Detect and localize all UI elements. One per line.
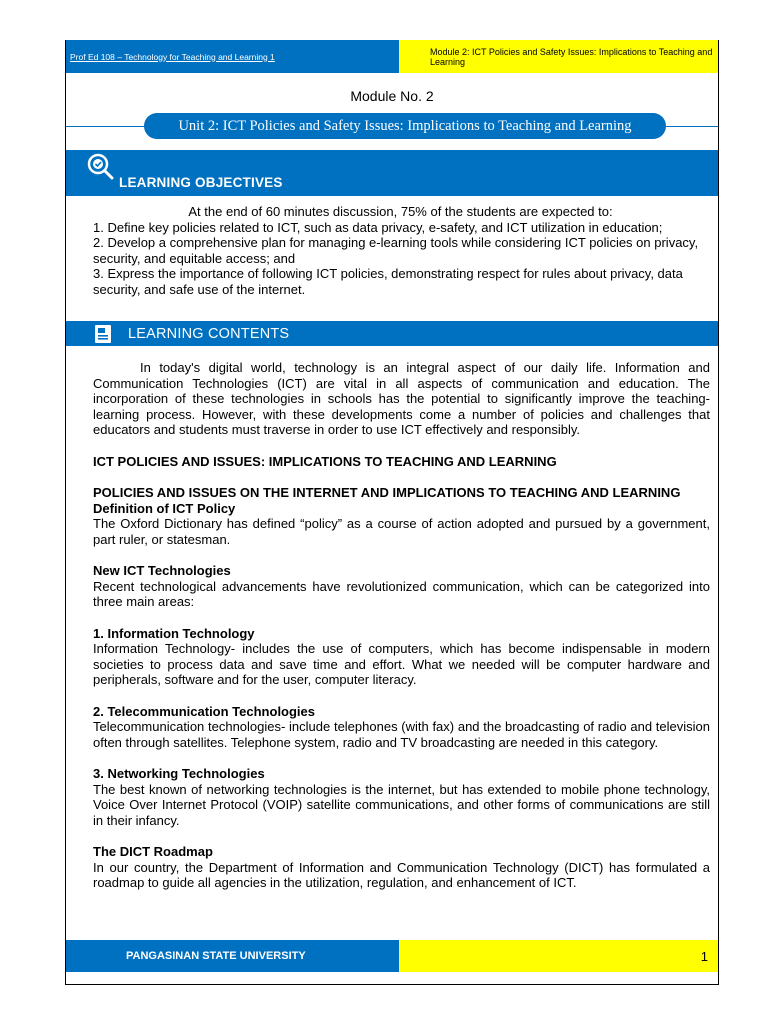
document-icon (93, 324, 113, 349)
new-tech-title: New ICT Technologies (93, 563, 231, 578)
learning-objectives-heading: LEARNING OBJECTIVES (119, 175, 283, 190)
telecom-title: 2. Telecommunication Technologies (93, 703, 316, 719)
document-page (65, 40, 719, 985)
contents-section (93, 360, 710, 891)
section-subheading: POLICIES AND ISSUES ON THE INTERNET AND IMPLICATIONS TO TEACHING AND LEARNING (93, 485, 681, 500)
learning-objectives-banner (66, 150, 718, 196)
page-number: 1 (399, 940, 718, 972)
header-left (66, 40, 399, 73)
networking-title: 3. Networking Technologies (93, 766, 265, 781)
header-module-title: Module 2: ICT Policies and Safety Issues: Implications to Teaching and Learning (399, 40, 718, 73)
dict-text: In our country, the Department of Information and Communication Technology (DICT) has formulated a roadmap to guide all agencies in the utilization, regulation, and enhancement of ICT. (93, 859, 710, 890)
def-text: The Oxford Dictionary has defined “policy” as a course of action adopted and pursued by a government, part ruler, or statesman. (93, 516, 710, 547)
search-check-icon (86, 152, 118, 189)
it-title: 1. Information Technology (93, 625, 255, 641)
networking-text: The best known of networking technologies is the internet, but has extended to mobile phone technology, Voice Over Internet Protocol (VOIP) satellite communications, and other forms of communications are still in their infancy. (93, 781, 710, 828)
unit-title: Unit 2: ICT Policies and Safety Issues: Implications to Teaching and Learning (144, 113, 666, 139)
page-footer (66, 940, 718, 972)
module-number: Module No. 2 (350, 88, 434, 104)
telecom-text: Telecommunication technologies- include telephones (with fax) and the broadcasting of radio and television often through satellites. Telephone system, radio and TV broadcasting are needed in this category. (93, 719, 710, 750)
objectives-intro: At the end of 60 minutes discussion, 75% of the students are expected to: (188, 204, 613, 219)
learning-contents-banner (66, 321, 718, 346)
objective-item: 1. Define key policies related to ICT, such as data privacy, e-safety, and ICT utilization in education; (93, 219, 663, 235)
learning-contents-heading: LEARNING CONTENTS (128, 326, 290, 342)
intro-paragraph: In today's digital world, technology is an integral aspect of our daily life. Information and Communication Technologies (ICT) are vital in all aspects of communication and education. The incorporation of these technologies in schools has the potential to significantly improve the teaching-learning process. However, with these developments come a number of policies and challenges that educators and students must traverse in order to use ICT effectively and responsibly. (93, 360, 710, 437)
def-title: Definition of ICT Policy (93, 500, 236, 516)
dict-title: The DICT Roadmap (93, 844, 213, 859)
course-link[interactable]: Prof Ed 108 – Technology for Teaching and Learning 1 (70, 51, 275, 62)
objectives-section (93, 204, 708, 297)
objective-item: 2. Develop a comprehensive plan for managing e-learning tools while considering ICT policies on privacy, security, and equitable access; and (93, 235, 699, 266)
section-heading: ICT POLICIES AND ISSUES: IMPLICATIONS TO TEACHING AND LEARNING (93, 453, 557, 469)
objective-item: 3. Express the importance of following ICT policies, demonstrating respect for rules about privacy, data security, and safe use of the internet. (93, 266, 683, 297)
it-text: Information Technology- includes the use of computers, which has become indispensable in modern societies to process data and save time and effort. What we needed will be computer hardware and peripherals, software and for the user, computer literacy. (93, 641, 710, 687)
new-tech-text: Recent technological advancements have revolutionized communication, which can be categorized into three main areas: (93, 578, 710, 609)
footer-university: PANGASINAN STATE UNIVERSITY (66, 940, 399, 972)
page-header (66, 40, 718, 73)
